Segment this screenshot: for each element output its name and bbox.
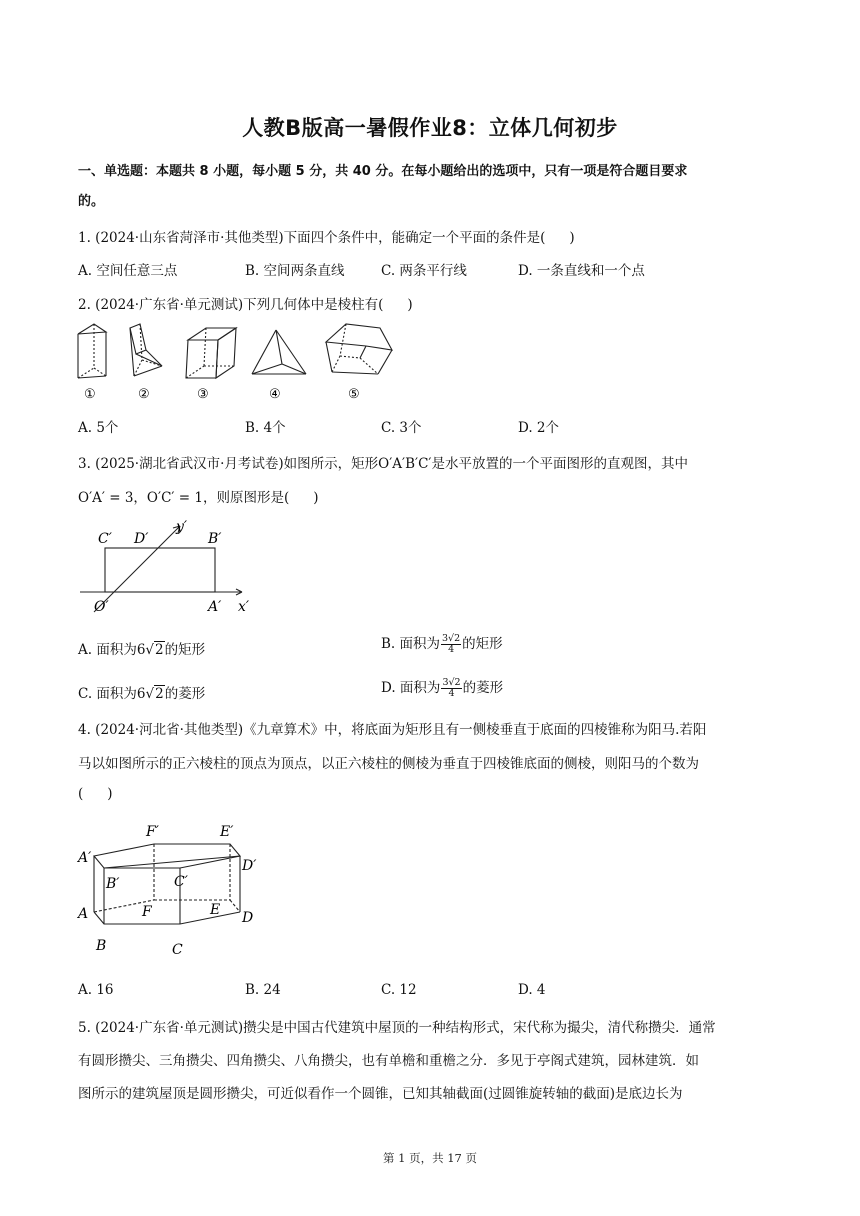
q2-option-c: C. 3个 [381,420,422,436]
question-3-stem-cont [78,486,319,506]
question-4-stem-3: ( ) [78,786,113,802]
q4-option-d: D. 4 [518,982,546,998]
q3-option-c: C. 面积为6√2的菱形 [78,686,206,702]
page-title: 人教B版高一暑假作业8：立体几何初步 [242,116,618,140]
label-c: C [172,942,183,958]
solid-4-tetrahedron [252,330,306,374]
label-f: F [142,904,152,920]
label-e: E [210,902,221,918]
label-b-prime: B′ [208,531,222,547]
question-4-stem: 4. (2024·河北省·其他类型)《九章算术》中，将底面为矩形且有一侧棱垂直于底面的四棱锥称为阳马.若阳 [78,722,707,738]
question-5-stem-2: 有圆形攒尖、三角攒尖、四角攒尖、八角攒尖，也有单檐和重檐之分．多见于亭阁式建筑，园林建筑．如 [78,1053,699,1069]
question-3-stem: 3. (2025·湖北省武汉市·月考试卷)如图所示，矩形O′A′B′C′是水平放置的一个平面图形的直观图，其中 [78,456,688,472]
solid-5-pentagonal-solid [326,324,392,374]
q4-option-c: C. 12 [381,982,417,998]
question-2-text: 2. (2024·广东省·单元测试)下列几何体中是棱柱有( [78,297,384,313]
q2-option-a: A. 5个 [78,420,119,436]
q3-option-a: A. 面积为6√2的矩形 [78,642,206,658]
label-3: ③ [197,387,209,402]
q4-hexagonal-prism-figure [74,820,274,960]
label-c-prime: C′ [174,874,188,890]
label-d-prime: D′ [134,531,149,547]
question-2-close: ) [407,297,413,313]
section-heading-cont: 的。 [78,194,105,209]
q2-option-b: B. 4个 [245,420,286,436]
label-a-prime: A′ [208,599,222,615]
q3-rectangle-figure [76,516,266,616]
question-2-stem [78,293,413,313]
label-d: D [242,910,254,926]
label-b-prime: B′ [106,876,120,892]
question-5-stem-3: 图所示的建筑屋顶是圆形攒尖，可近似看作一个圆锥，已知其轴截面(过圆锥旋转轴的截面)是底边长为 [78,1086,683,1102]
label-a: A [78,906,89,922]
label-a-prime: A′ [78,850,92,866]
question-5-stem: 5. (2024·广东省·单元测试)攒尖是中国古代建筑中屋顶的一种结构形式，宋代称为撮尖，清代称攒尖．通常 [78,1020,716,1036]
label-e-prime: E′ [220,824,234,840]
question-4-stem-2: 马以如图所示的正六棱柱的顶点为顶点，以正六棱柱的侧棱为垂直于四棱锥底面的侧棱，则阳马的个数为 [78,756,699,772]
q4-option-a: A. 16 [78,982,114,998]
label-5: ⑤ [348,387,360,402]
label-o-prime: O′ [94,599,109,615]
q1-option-d: D. 一条直线和一个点 [518,263,645,279]
question-3-text: O′A′ = 3，O′C′ = 1，则原图形是( [78,490,290,506]
section-heading: 一、单选题：本题共 8 小题，每小题 5 分，共 40 分。在每小题给出的选项中，只有一项是符合题目要求 [78,164,688,179]
q2-option-d: D. 2个 [518,420,560,436]
label-c-prime: C′ [98,531,112,547]
q2-solids-figure [70,320,410,404]
label-b: B [96,938,107,954]
q3-option-b: B. 面积为 $\frac{3√2}{4}$ 的矩形 [381,633,503,655]
q4-option-b: B. 24 [245,982,281,998]
q1-option-a: A. 空间任意三点 [78,263,178,279]
label-2: ② [138,387,150,402]
solid-2-wedge [130,324,162,376]
label-y-prime: y′ [176,519,188,535]
question-3-close: ) [313,490,319,506]
label-4: ④ [269,387,281,402]
q3-option-d: D. 面积为 $\frac{3√2}{4}$ 的菱形 [381,677,504,699]
question-1-text: 1. (2024·山东省菏泽市·其他类型)下面四个条件中，能确定一个平面的条件是( [78,230,546,246]
page-footer: 第 1 页，共 17 页 [382,1151,478,1165]
label-x-prime: x′ [238,599,250,615]
label-d-prime: D′ [242,858,257,874]
solid-1-triangular-prism [78,324,106,378]
question-1-close: ) [569,230,575,246]
q1-option-c: C. 两条平行线 [381,263,467,279]
question-1-stem [78,226,575,246]
label-f-prime: F′ [146,824,159,840]
label-1: ① [84,387,96,402]
q1-option-b: B. 空间两条直线 [245,263,345,279]
solid-3-parallelepiped [186,328,236,378]
